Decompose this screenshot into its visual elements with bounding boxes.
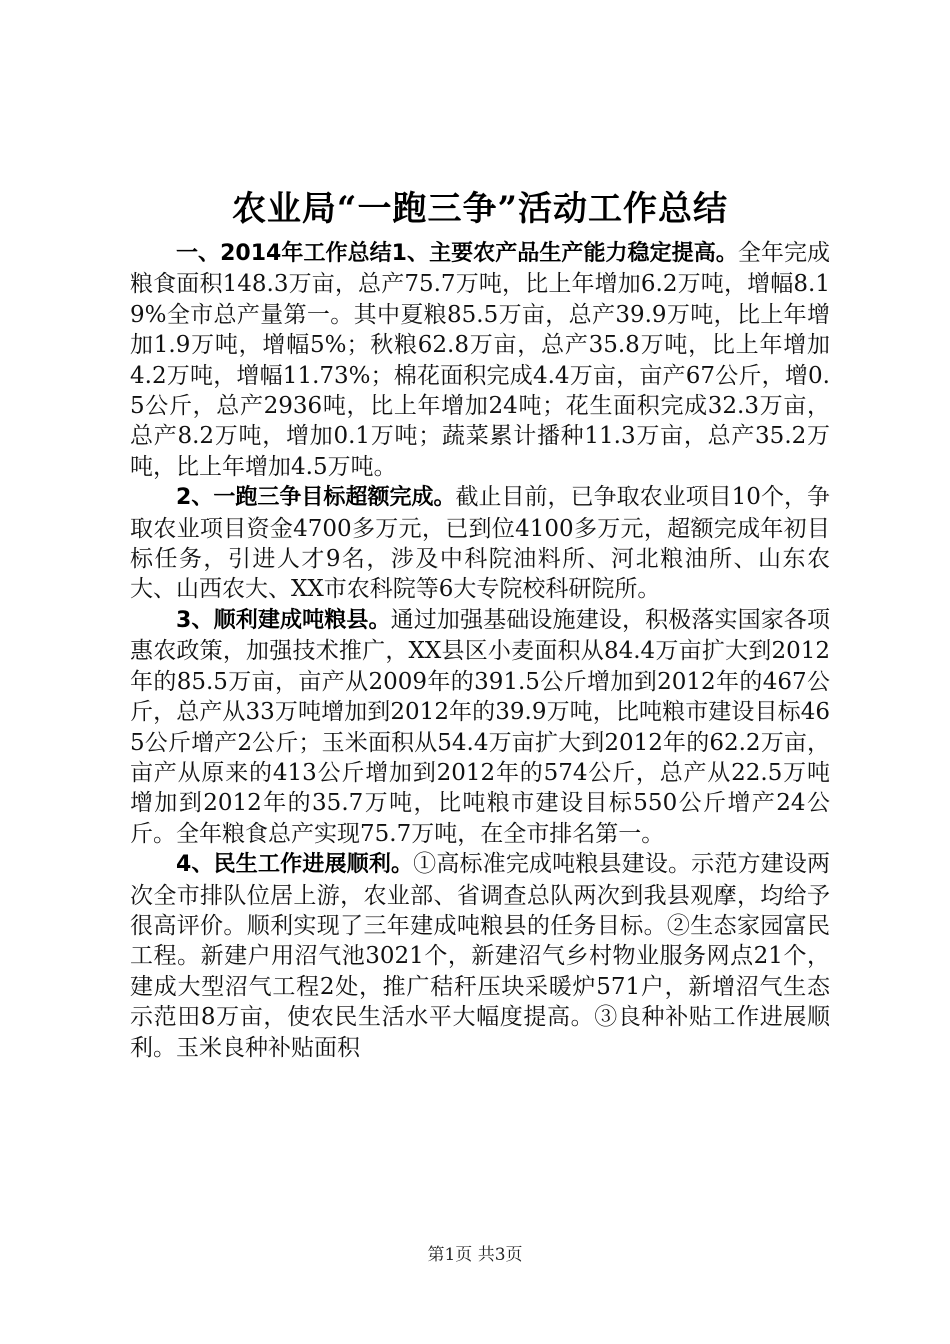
paragraph-1-lead: 一、2014年工作总结1、主要农产品生产能力稳定提高。	[176, 241, 738, 266]
paragraph-3-text: 通过加强基础设施建设，积极落实国家各项惠农政策，加强技术推广，XX县区小麦面积从84.4万亩扩大到2012年的85.5万亩，亩产从2009年的391.5公斤增加到2012年的467公斤，总产从33万吨增加到2012年的39.9万吨，比吨粮市建设目标465公斤增产2公斤；玉米面积从54.4万亩扩大到2012年的62.2万亩，亩产从原来的413公斤增加到2012年的574公斤，总产从22.5万吨增加到2012年的35.7万吨，比吨粮市建设目标550公斤增产24公斤。全年粮食总产实现75.7万吨，在全市排名第一。	[130, 606, 831, 847]
paragraph-1	[130, 238, 830, 482]
paragraph-3-lead: 3、顺利建成吨粮县。	[176, 607, 391, 633]
paragraph-1-text: 全年完成粮食面积148.3万亩，总产75.7万吨，比上年增加6.2万吨，增幅8.19%全市总产量第一。其中夏粮85.5万亩，总产39.9万吨，比上年增加1.9万吨，增幅5%；秋粮62.8万亩，总产35.8万吨，比上年增加4.2万吨，增幅11.73%；棉花面积完成4.4万亩，亩产67公斤，增0.5公斤，总产2936吨，比上年增加24吨；花生面积完成32.3万亩，总产8.2万吨，增加0.1万吨；蔬菜累计播种11.3万亩，总产35.2万吨，比上年增加4.5万吨。	[130, 240, 831, 480]
paragraph-2-lead: 2、一跑三争目标超额完成。	[176, 485, 456, 511]
page-footer: 第1页 共3页	[427, 1245, 523, 1265]
paragraph-4-lead: 4、民生工作进展顺利。	[176, 852, 414, 878]
document-page	[130, 186, 830, 1063]
paragraph-4	[130, 849, 830, 1063]
document-title: 农业局“一跑三争”活动工作总结	[231, 189, 729, 229]
paragraph-2	[130, 482, 830, 605]
paragraph-4-text: ①高标准完成吨粮县建设。示范方建设两次全市排队位居上游，农业部、省调查总队两次到我县观摩，均给予很高评价。顺利实现了三年建成吨粮县的任务目标。②生态家园富民工程。新建户用沼气池3021个，新建沼气乡村物业服务网点21个，建成大型沼气工程2处，推广秸秆压块采暖炉571户，新增沼气生态示范田8万亩，使农民生活水平大幅度提高。③良种补贴工作进展顺利。玉米良种补贴面积	[130, 851, 831, 1061]
paragraph-3	[130, 605, 830, 849]
paragraph-2-text: 截止目前，已争取农业项目10个，争取农业项目资金4700多万元，已到位4100多万元，超额完成年初目标任务，引进人才9名，涉及中科院油料所、河北粮油所、山东农大、山西农大、XX市农科院等6大专院校科研院所。	[130, 484, 830, 603]
